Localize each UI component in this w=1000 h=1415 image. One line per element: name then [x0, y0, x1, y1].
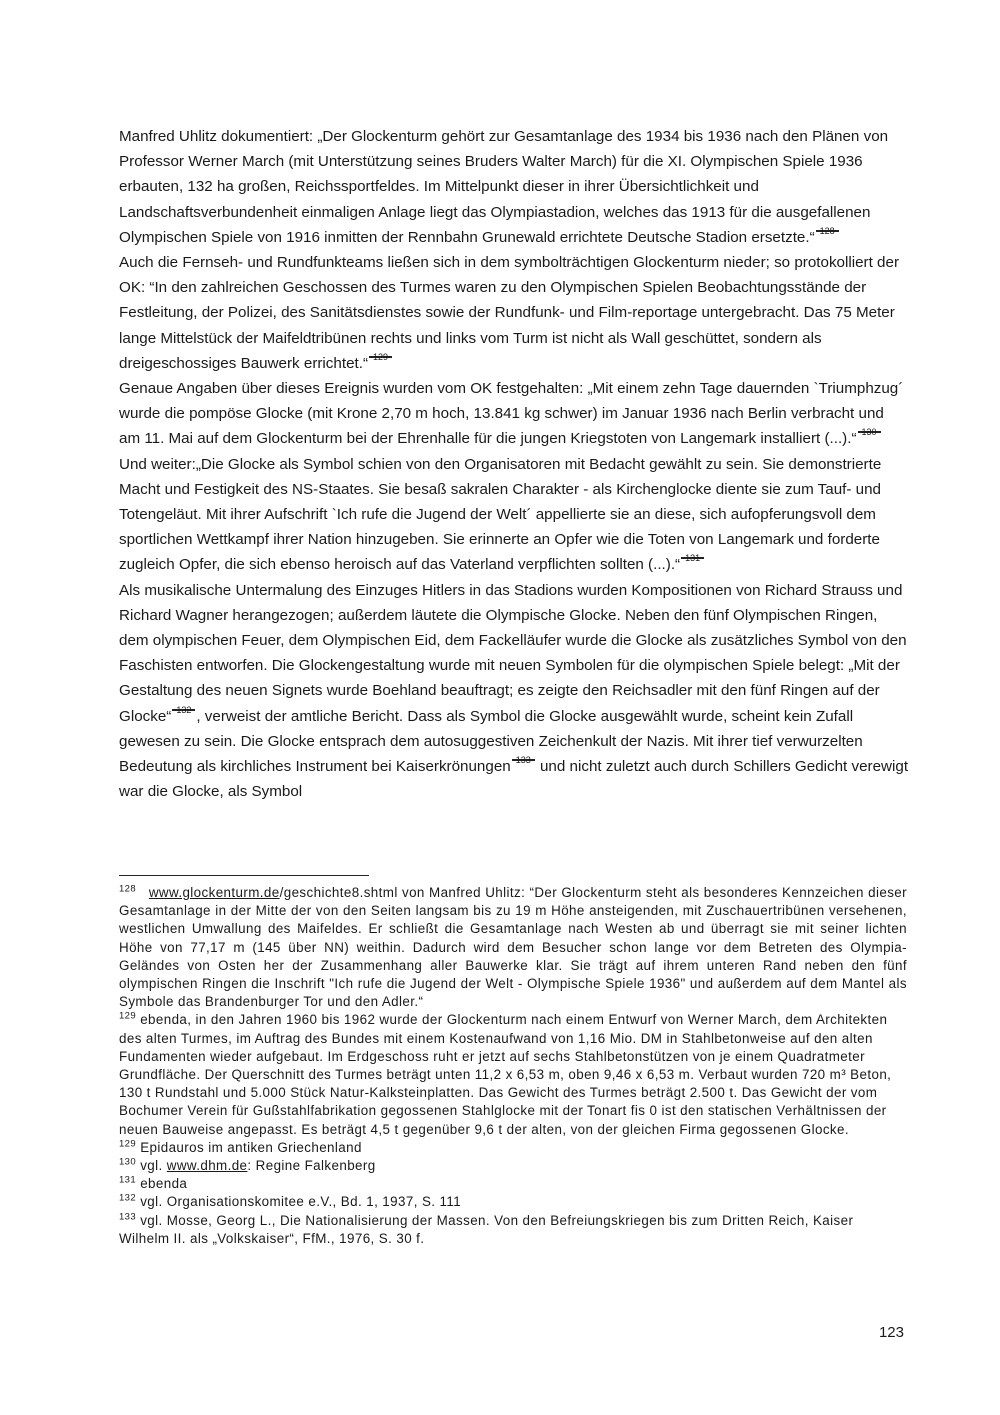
- footnote: $^{131}$ ebenda: [119, 1174, 188, 1192]
- footnote-reference[interactable]: 130: [858, 431, 881, 433]
- page-number: 123: [878, 1324, 904, 1341]
- footnote-reference[interactable]: 133: [512, 759, 535, 761]
- footnote-link[interactable]: www.glockenturm.de: [148, 885, 280, 900]
- footnote: $^{132}$ vgl. Organisationskomitee e.V., Bd. 1, 1937, S. 111: [119, 1192, 462, 1210]
- footnote: $^{133}$ vgl. Mosse, Georg L., Die Nationalisierung der Massen. Von den Befreiungskriegen bis zum Dritten Reich, Kaiser Wilhelm II. als „Volkskaiser“, FfM., 1976, S. 30 f.: [119, 1211, 854, 1246]
- footnote-reference[interactable]: 128: [816, 230, 839, 232]
- paragraph: Auch die Fernseh- und Rundfunkteams ließen sich in dem symbolträchtigen Glockenturm nieder; so protokolliert der OK: “In den zahlreichen Geschossen des Turmes waren zu den Olympischen Spielen Beobachtungsstände der Festleitung, der Polizei, des Sanitätsdienstes sowie der Rundfunk- und Film-reportage untergebracht. Das 75 Meter lange Mittelstück der Maifeldtribünen rechts und links vom Turm ist nicht als Wall geschüttet, sondern als dreigeschossiges Bauwerk errichtet.“ 129: [119, 254, 900, 372]
- paragraph: Manfred Uhlitz dokumentiert: „Der Glockenturm gehört zur Gesamtanlage des 1934 bis 1936 nach den Plänen von Professor Werner March (mit Unterstützung seines Bruders Walter March) für die XI. Olympischen Spiele 1936 erbauten, 132 ha großen, Reichssportfeldes. Im Mittelpunkt dieser in ihrer Übersichtlichkeit und Landschaftsverbundenheit einmaligen Anlage liegt das Olympiastadion, welches das 1913 für die ausgefallenen Olympischen Spiele von 1916 inmitten der Rennbahn Grunewald errichtete Deutsche Stadion ersetzte.“ 128: [119, 128, 889, 246]
- paragraph: Als musikalische Untermalung des Einzuges Hitlers in das Stadions wurden Kompositionen von Richard Strauss und Richard Wagner herangezogen; außerdem läutete die Olympische Glocke. Neben den fünf Olympischen Ringen, dem olympischen Feuer, dem Olympischen Eid, dem Fackelläufer wurde die Glocke als zusätzliches Symbol von den Faschisten entworfen. Die Glockengestaltung wurde mit neuen Symbolen für die olympischen Spiele belegt: „Mit der Gestaltung des neuen Signets wurde Boehland beauftragt; es zeigte den Reichsadler mit den fünf Ringen auf der Glocke“ 132 , verweist der amtliche Bericht. Dass als Symbol die Glocke ausgewählt wurde, scheint kein Zufall gewesen zu sein. Die Glocke entsprach dem autosuggestiven Zeichenkult der Nazis. Mit ihrer tief verwurzelten Bedeutung als kirchliches Instrument bei Kaiserkrönungen 133 und nicht zuletzt auch durch Schillers Gedicht verewigt war die Glocke, als Symbol: [119, 581, 909, 801]
- footnote-reference[interactable]: 129: [369, 356, 392, 358]
- main-text: [119, 124, 909, 804]
- footnote-link[interactable]: www.dhm.de: [166, 1158, 248, 1174]
- footnote-reference[interactable]: 131: [681, 557, 704, 559]
- footnote-reference[interactable]: 132: [172, 709, 195, 711]
- footnote: $^{129}$ ebenda, in den Jahren 1960 bis 1962 wurde der Glockenturm nach einem Entwurf von Werner March, dem Architekten des alten Turmes, im Auftrag des Bundes mit einem Kostenaufwand von 1,16 Mio. DM in Stahlbetonweise auf den alten Fundamenten wieder aufgebaut. Im Erdgeschoss ruht er jetzt auf sechs Stahlbetonstützen von je einem Quadratmeter Grundfläche. Der Querschnitt des Turmes beträgt unten 11,2 x 6,53 m, oben 9,46 x 6,53 m. Verbaut wurden 720 m³ Beton, 130 t Rundstahl und 5.000 Stück Natur-Kalksteinplatten. Das Gewicht des Turmes beträgt 2.500 t. Das Gewicht der vom Bochumer Verein für Gußstahlfabrikation gegossenen Stahlglocke mit der Tonart fis 0 ist den statischen Verhältnissen der neuen Bauweise angepasst. Es beträgt 4,5 t gegenüber 9,6 t der alten, von der gleichen Firma gegossenen Glocke.: [119, 1010, 892, 1137]
- footnote: $^{130}$ vgl. www.dhm.de: Regine Falkenberg: [119, 1156, 376, 1174]
- footnotes: [119, 884, 907, 1248]
- footnote-divider: [119, 875, 369, 876]
- paragraph: Genaue Angaben über dieses Ereignis wurden vom OK festgehalten: „Mit einem zehn Tage dauernden `Triumphzug´ wurde die pompöse Glocke (mit Krone 2,70 m hoch, 13.841 kg schwer) im Januar 1936 nach Berlin verbracht und am 11. Mai auf dem Glockenturm bei der Ehrenhalle für die jungen Kriegstoten von Langemark installiert (...).“ 130 Und weiter:„Die Glocke als Symbol schien von den Organisatoren mit Bedacht gewählt zu sein. Sie demonstrierte Macht und Festigkeit des NS-Staates. Sie besaß sakralen Charakter - als Kirchenglocke diente sie zum Tauf- und Totengeläut. Mit ihrer Aufschrift `Ich rufe die Jugend der Welt´ appellierte sie an diese, sich aufopferungsvoll dem sportlichen Wettkampf ihrer Nation hinzugeben. Sie erinnerte an Opfer wie die Toten von Langemark und forderte zugleich Opfer, die sich ebenso heroisch auf das Vaterland verpflichten sollten (...).“ 131: [119, 380, 904, 574]
- footnote: $^{128}$ www.glockenturm.de/geschichte8.shtml von Manfred Uhlitz: “Der Glockenturm steht als besonderes Kennzeichen dieser Gesamtanlage in der Mitte der von den Seiten langsam bis zu 19 m Höhe ansteigenden, mit Zuschauertribünen versehenen, westlichen Umwallung des Maifeldes. Er schließt die Gesamtanlage nach Westen ab und überragt sie mit seiner lichten Höhe von 77,17 m (145 über NN) weithin. Dadurch wird dem Besucher schon lange vor dem Betreten des Olympia-Geländes von Osten her der Zusammenhang aller Bauwerke klar. Sie trägt auf ihrem unteren Rand neben den fünf olympischen Ringen die Inschrift "Ich rufe die Jugend der Welt - Olympische Spiele 1936" und außerdem auf dem Mantel als Symbole das Brandenburger Tor und den Adler.“: [119, 883, 907, 1010]
- footnote: $^{129}$ Epidauros im antiken Griechenland: [119, 1138, 362, 1155]
